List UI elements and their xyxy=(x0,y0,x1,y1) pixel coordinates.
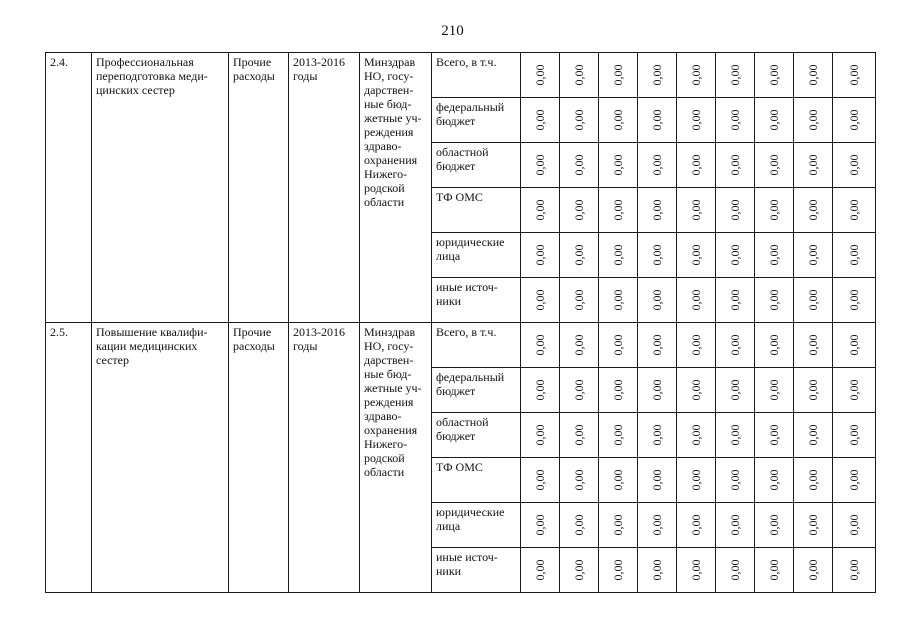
amount-value: 0,00 xyxy=(847,199,861,221)
period-cell: 2013-2016 годы xyxy=(289,323,360,593)
amount-value: 0,00 xyxy=(572,109,586,131)
amount-cell xyxy=(599,368,638,413)
amount-cell xyxy=(599,323,638,368)
amount-cell xyxy=(599,143,638,188)
amount-cell xyxy=(560,53,599,98)
amount-value: 0,00 xyxy=(650,64,664,86)
table-row xyxy=(46,53,876,98)
amount-cell xyxy=(755,413,794,458)
amount-cell xyxy=(833,548,876,593)
table-row xyxy=(46,323,876,368)
amount-value: 0,00 xyxy=(728,514,742,536)
amount-value: 0,00 xyxy=(650,154,664,176)
amount-cell xyxy=(716,188,755,233)
amount-cell xyxy=(599,503,638,548)
amount-value: 0,00 xyxy=(847,469,861,491)
amount-value: 0,00 xyxy=(728,64,742,86)
funding-source-cell: юридические лица xyxy=(432,233,521,278)
amount-value: 0,00 xyxy=(728,289,742,311)
table-body xyxy=(46,53,876,593)
funding-source-cell: ТФ ОМС xyxy=(432,458,521,503)
amount-cell xyxy=(560,323,599,368)
amount-cell xyxy=(794,233,833,278)
amount-cell xyxy=(560,98,599,143)
amount-cell xyxy=(755,53,794,98)
amount-cell xyxy=(638,143,677,188)
amount-value: 0,00 xyxy=(572,379,586,401)
amount-cell xyxy=(560,458,599,503)
budget-table xyxy=(45,52,876,593)
amount-value: 0,00 xyxy=(572,424,586,446)
amount-value: 0,00 xyxy=(650,109,664,131)
amount-cell xyxy=(755,188,794,233)
amount-value: 0,00 xyxy=(806,289,820,311)
amount-cell xyxy=(833,413,876,458)
amount-cell xyxy=(521,458,560,503)
amount-value: 0,00 xyxy=(806,559,820,581)
amount-cell xyxy=(677,323,716,368)
amount-cell xyxy=(755,368,794,413)
amount-cell xyxy=(716,278,755,323)
amount-value: 0,00 xyxy=(650,244,664,266)
amount-value: 0,00 xyxy=(611,244,625,266)
amount-value: 0,00 xyxy=(572,514,586,536)
amount-cell xyxy=(833,368,876,413)
amount-cell xyxy=(677,53,716,98)
amount-cell xyxy=(677,143,716,188)
amount-value: 0,00 xyxy=(533,469,547,491)
amount-value: 0,00 xyxy=(767,379,781,401)
amount-value: 0,00 xyxy=(533,244,547,266)
amount-cell xyxy=(521,143,560,188)
amount-value: 0,00 xyxy=(572,559,586,581)
amount-value: 0,00 xyxy=(728,109,742,131)
amount-value: 0,00 xyxy=(847,64,861,86)
amount-cell xyxy=(560,503,599,548)
amount-value: 0,00 xyxy=(689,154,703,176)
amount-value: 0,00 xyxy=(650,559,664,581)
amount-cell xyxy=(638,53,677,98)
amount-cell xyxy=(833,278,876,323)
funding-source-cell: Всего, в т.ч. xyxy=(432,53,521,98)
amount-cell xyxy=(677,368,716,413)
amount-value: 0,00 xyxy=(689,334,703,356)
amount-cell xyxy=(677,503,716,548)
expense-type-cell: Прочие расходы xyxy=(229,323,289,593)
amount-value: 0,00 xyxy=(611,424,625,446)
amount-cell xyxy=(599,278,638,323)
amount-cell xyxy=(755,98,794,143)
amount-cell xyxy=(716,503,755,548)
amount-value: 0,00 xyxy=(611,154,625,176)
amount-value: 0,00 xyxy=(806,64,820,86)
amount-value: 0,00 xyxy=(728,469,742,491)
funding-source-cell: областной бюджет xyxy=(432,143,521,188)
amount-cell xyxy=(755,233,794,278)
amount-cell xyxy=(677,548,716,593)
amount-cell xyxy=(794,278,833,323)
amount-value: 0,00 xyxy=(572,199,586,221)
amount-cell xyxy=(677,413,716,458)
amount-cell xyxy=(638,413,677,458)
amount-cell xyxy=(638,98,677,143)
amount-cell xyxy=(716,413,755,458)
amount-cell xyxy=(677,233,716,278)
amount-value: 0,00 xyxy=(767,559,781,581)
amount-cell xyxy=(794,458,833,503)
period-cell: 2013-2016 годы xyxy=(289,53,360,323)
amount-value: 0,00 xyxy=(611,514,625,536)
amount-cell xyxy=(638,503,677,548)
amount-cell xyxy=(755,143,794,188)
amount-value: 0,00 xyxy=(689,379,703,401)
amount-value: 0,00 xyxy=(806,514,820,536)
amount-cell xyxy=(716,368,755,413)
amount-cell xyxy=(755,503,794,548)
amount-value: 0,00 xyxy=(572,244,586,266)
amount-cell xyxy=(794,368,833,413)
amount-value: 0,00 xyxy=(611,469,625,491)
amount-cell xyxy=(521,233,560,278)
item-name-cell: Повышение квалифи-кации медицинских сестер xyxy=(92,323,229,593)
amount-cell xyxy=(716,53,755,98)
amount-value: 0,00 xyxy=(572,469,586,491)
amount-cell xyxy=(677,98,716,143)
amount-value: 0,00 xyxy=(611,559,625,581)
amount-cell xyxy=(521,278,560,323)
amount-cell xyxy=(794,413,833,458)
amount-cell xyxy=(833,503,876,548)
amount-value: 0,00 xyxy=(767,154,781,176)
executor-cell: Минздрав НО, госу-дарствен-ные бюд-жетные уч-реждения здраво-охранения Нижего-родской области xyxy=(360,323,432,593)
funding-source-cell: иные источ-ники xyxy=(432,278,521,323)
item-number-cell: 2.5. xyxy=(46,323,92,593)
amount-cell xyxy=(521,188,560,233)
amount-value: 0,00 xyxy=(806,469,820,491)
amount-cell xyxy=(716,233,755,278)
funding-source-cell: ТФ ОМС xyxy=(432,188,521,233)
amount-value: 0,00 xyxy=(533,559,547,581)
amount-cell xyxy=(599,188,638,233)
amount-value: 0,00 xyxy=(572,64,586,86)
item-name-cell: Профессиональная переподготовка меди-цинских сестер xyxy=(92,53,229,323)
amount-value: 0,00 xyxy=(572,289,586,311)
amount-value: 0,00 xyxy=(689,424,703,446)
amount-value: 0,00 xyxy=(650,334,664,356)
amount-cell xyxy=(755,323,794,368)
amount-value: 0,00 xyxy=(728,199,742,221)
amount-value: 0,00 xyxy=(806,424,820,446)
amount-value: 0,00 xyxy=(611,289,625,311)
executor-cell: Минздрав НО, госу-дарствен-ные бюд-жетные уч-реждения здраво-охранения Нижего-родской области xyxy=(360,53,432,323)
amount-value: 0,00 xyxy=(767,514,781,536)
amount-cell xyxy=(716,548,755,593)
amount-value: 0,00 xyxy=(728,379,742,401)
amount-value: 0,00 xyxy=(650,199,664,221)
amount-value: 0,00 xyxy=(728,244,742,266)
amount-value: 0,00 xyxy=(767,244,781,266)
amount-cell xyxy=(638,233,677,278)
amount-value: 0,00 xyxy=(806,109,820,131)
amount-cell xyxy=(560,278,599,323)
amount-value: 0,00 xyxy=(767,334,781,356)
amount-cell xyxy=(755,548,794,593)
amount-value: 0,00 xyxy=(847,379,861,401)
amount-cell xyxy=(794,53,833,98)
amount-value: 0,00 xyxy=(533,64,547,86)
amount-cell xyxy=(833,233,876,278)
amount-cell xyxy=(638,368,677,413)
amount-value: 0,00 xyxy=(847,559,861,581)
amount-value: 0,00 xyxy=(847,289,861,311)
amount-value: 0,00 xyxy=(847,109,861,131)
amount-cell xyxy=(716,458,755,503)
amount-cell xyxy=(794,323,833,368)
amount-value: 0,00 xyxy=(689,244,703,266)
amount-cell xyxy=(755,458,794,503)
amount-value: 0,00 xyxy=(728,154,742,176)
amount-cell xyxy=(521,53,560,98)
amount-value: 0,00 xyxy=(533,424,547,446)
amount-cell xyxy=(755,278,794,323)
amount-value: 0,00 xyxy=(533,379,547,401)
amount-cell xyxy=(833,98,876,143)
amount-cell xyxy=(599,53,638,98)
amount-value: 0,00 xyxy=(650,379,664,401)
amount-value: 0,00 xyxy=(689,559,703,581)
funding-source-cell: Всего, в т.ч. xyxy=(432,323,521,368)
amount-cell xyxy=(521,413,560,458)
amount-value: 0,00 xyxy=(650,424,664,446)
amount-value: 0,00 xyxy=(689,469,703,491)
amount-cell xyxy=(560,548,599,593)
amount-value: 0,00 xyxy=(689,514,703,536)
amount-value: 0,00 xyxy=(533,109,547,131)
amount-cell xyxy=(521,548,560,593)
amount-cell xyxy=(677,278,716,323)
amount-value: 0,00 xyxy=(767,469,781,491)
amount-cell xyxy=(560,368,599,413)
funding-source-cell: иные источ-ники xyxy=(432,548,521,593)
amount-cell xyxy=(638,188,677,233)
funding-source-cell: федеральный бюджет xyxy=(432,368,521,413)
amount-cell xyxy=(521,323,560,368)
amount-cell xyxy=(794,548,833,593)
amount-value: 0,00 xyxy=(689,64,703,86)
item-number-cell: 2.4. xyxy=(46,53,92,323)
amount-value: 0,00 xyxy=(847,154,861,176)
amount-value: 0,00 xyxy=(689,289,703,311)
amount-cell xyxy=(716,143,755,188)
amount-value: 0,00 xyxy=(728,424,742,446)
amount-cell xyxy=(677,458,716,503)
amount-value: 0,00 xyxy=(689,199,703,221)
amount-cell xyxy=(599,413,638,458)
amount-value: 0,00 xyxy=(806,379,820,401)
amount-value: 0,00 xyxy=(806,244,820,266)
amount-cell xyxy=(560,143,599,188)
amount-value: 0,00 xyxy=(533,514,547,536)
amount-cell xyxy=(599,548,638,593)
amount-value: 0,00 xyxy=(650,469,664,491)
amount-value: 0,00 xyxy=(806,154,820,176)
amount-value: 0,00 xyxy=(689,109,703,131)
amount-value: 0,00 xyxy=(533,289,547,311)
amount-value: 0,00 xyxy=(806,199,820,221)
amount-cell xyxy=(638,548,677,593)
amount-cell xyxy=(521,503,560,548)
amount-cell xyxy=(560,233,599,278)
amount-cell xyxy=(794,143,833,188)
amount-value: 0,00 xyxy=(767,424,781,446)
amount-value: 0,00 xyxy=(572,334,586,356)
amount-value: 0,00 xyxy=(767,109,781,131)
amount-cell xyxy=(560,413,599,458)
amount-cell xyxy=(521,98,560,143)
amount-cell xyxy=(716,323,755,368)
amount-value: 0,00 xyxy=(611,334,625,356)
funding-source-cell: федеральный бюджет xyxy=(432,98,521,143)
amount-cell xyxy=(833,53,876,98)
amount-cell xyxy=(833,323,876,368)
amount-cell xyxy=(833,143,876,188)
amount-value: 0,00 xyxy=(728,334,742,356)
amount-value: 0,00 xyxy=(611,109,625,131)
amount-value: 0,00 xyxy=(611,199,625,221)
amount-value: 0,00 xyxy=(650,289,664,311)
amount-value: 0,00 xyxy=(650,514,664,536)
amount-cell xyxy=(599,98,638,143)
amount-cell xyxy=(794,503,833,548)
amount-value: 0,00 xyxy=(611,379,625,401)
funding-source-cell: областной бюджет xyxy=(432,413,521,458)
amount-cell xyxy=(521,368,560,413)
amount-cell xyxy=(638,278,677,323)
amount-cell xyxy=(560,188,599,233)
amount-value: 0,00 xyxy=(533,199,547,221)
amount-cell xyxy=(638,323,677,368)
amount-value: 0,00 xyxy=(847,514,861,536)
amount-cell xyxy=(716,98,755,143)
page-number: 210 xyxy=(441,23,464,39)
amount-value: 0,00 xyxy=(572,154,586,176)
amount-cell xyxy=(638,458,677,503)
amount-value: 0,00 xyxy=(611,64,625,86)
amount-value: 0,00 xyxy=(847,424,861,446)
amount-cell xyxy=(833,458,876,503)
amount-value: 0,00 xyxy=(767,289,781,311)
amount-value: 0,00 xyxy=(728,559,742,581)
funding-source-cell: юридические лица xyxy=(432,503,521,548)
amount-value: 0,00 xyxy=(767,64,781,86)
amount-value: 0,00 xyxy=(767,199,781,221)
amount-cell xyxy=(833,188,876,233)
amount-cell xyxy=(599,233,638,278)
amount-value: 0,00 xyxy=(847,334,861,356)
expense-type-cell: Прочие расходы xyxy=(229,53,289,323)
amount-cell xyxy=(599,458,638,503)
amount-cell xyxy=(677,188,716,233)
amount-value: 0,00 xyxy=(847,244,861,266)
amount-cell xyxy=(794,98,833,143)
amount-value: 0,00 xyxy=(806,334,820,356)
amount-cell xyxy=(794,188,833,233)
amount-value: 0,00 xyxy=(533,334,547,356)
amount-value: 0,00 xyxy=(533,154,547,176)
